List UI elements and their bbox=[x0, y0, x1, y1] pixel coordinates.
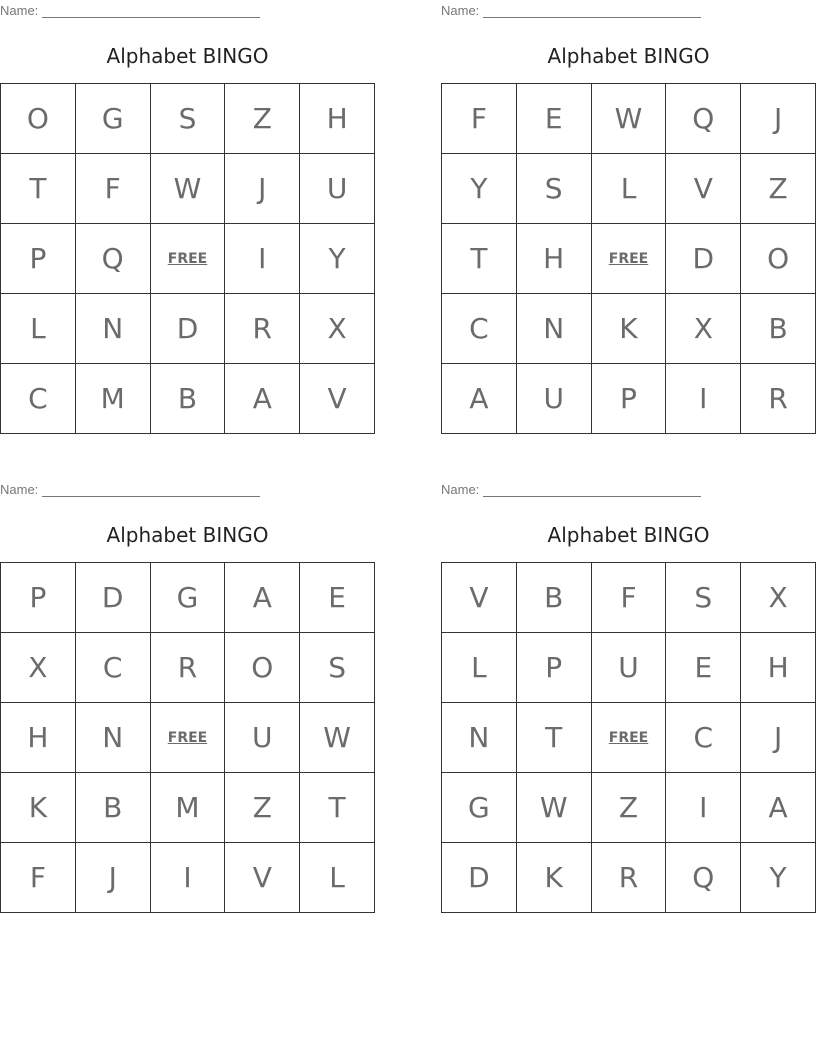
bingo-cell: A bbox=[741, 773, 816, 843]
bingo-cell: E bbox=[666, 633, 741, 703]
bingo-cell: B bbox=[76, 773, 151, 843]
bingo-cell: Q bbox=[76, 224, 151, 294]
name-blank-line bbox=[483, 484, 701, 497]
bingo-cell: V bbox=[225, 843, 300, 913]
bingo-cell: S bbox=[300, 633, 375, 703]
bingo-cell: D bbox=[76, 563, 151, 633]
name-blank-line bbox=[42, 484, 260, 497]
bingo-cell: F bbox=[76, 154, 151, 224]
bingo-cell: O bbox=[225, 633, 300, 703]
bingo-cell: F bbox=[442, 84, 517, 154]
bingo-cell: V bbox=[666, 154, 741, 224]
bingo-cell: U bbox=[592, 633, 667, 703]
bingo-cell: K bbox=[592, 294, 667, 364]
bingo-cell: B bbox=[741, 294, 816, 364]
bingo-cell: P bbox=[592, 364, 667, 434]
bingo-cell: H bbox=[517, 224, 592, 294]
bingo-cell: I bbox=[225, 224, 300, 294]
name-blank-line bbox=[483, 5, 701, 18]
bingo-cell: F bbox=[1, 843, 76, 913]
bingo-cell: M bbox=[151, 773, 226, 843]
bingo-cell: X bbox=[666, 294, 741, 364]
bingo-cell: H bbox=[741, 633, 816, 703]
name-label: Name: bbox=[0, 3, 39, 18]
bingo-cell: Q bbox=[666, 84, 741, 154]
bingo-grid bbox=[0, 83, 375, 434]
bingo-cell: R bbox=[151, 633, 226, 703]
bingo-cell: T bbox=[300, 773, 375, 843]
card-title: Alphabet BINGO bbox=[106, 523, 269, 547]
bingo-cell: E bbox=[517, 84, 592, 154]
bingo-cell: C bbox=[442, 294, 517, 364]
bingo-cell: V bbox=[300, 364, 375, 434]
bingo-cell: S bbox=[517, 154, 592, 224]
bingo-grid bbox=[0, 562, 375, 913]
bingo-cell: E bbox=[300, 563, 375, 633]
bingo-cell: Z bbox=[741, 154, 816, 224]
bingo-cell: P bbox=[1, 563, 76, 633]
bingo-cell: F bbox=[592, 563, 667, 633]
bingo-grid bbox=[441, 562, 816, 913]
bingo-cell: C bbox=[76, 633, 151, 703]
name-blank-line bbox=[42, 5, 260, 18]
bingo-cell: A bbox=[225, 364, 300, 434]
bingo-cell: J bbox=[741, 84, 816, 154]
bingo-cell: D bbox=[666, 224, 741, 294]
free-space-cell: FREE bbox=[592, 224, 667, 294]
bingo-cell: C bbox=[666, 703, 741, 773]
bingo-cell: W bbox=[517, 773, 592, 843]
bingo-cell: T bbox=[1, 154, 76, 224]
bingo-cell: U bbox=[517, 364, 592, 434]
bingo-cell: X bbox=[300, 294, 375, 364]
bingo-cell: W bbox=[592, 84, 667, 154]
bingo-cell: B bbox=[517, 563, 592, 633]
free-space-cell: FREE bbox=[151, 703, 226, 773]
name-line bbox=[0, 482, 260, 498]
name-line bbox=[441, 482, 701, 498]
bingo-grid bbox=[441, 83, 816, 434]
name-label: Name: bbox=[441, 3, 480, 18]
bingo-cell: O bbox=[741, 224, 816, 294]
bingo-cell: D bbox=[442, 843, 517, 913]
bingo-cell: Y bbox=[741, 843, 816, 913]
bingo-cell: G bbox=[442, 773, 517, 843]
bingo-cell: K bbox=[1, 773, 76, 843]
bingo-cell: J bbox=[741, 703, 816, 773]
bingo-cell: N bbox=[76, 703, 151, 773]
card-title: Alphabet BINGO bbox=[547, 44, 710, 68]
card-title: Alphabet BINGO bbox=[547, 523, 710, 547]
name-line bbox=[441, 3, 701, 19]
bingo-cell: I bbox=[666, 364, 741, 434]
bingo-cell: L bbox=[592, 154, 667, 224]
name-line bbox=[0, 3, 260, 19]
name-label: Name: bbox=[441, 482, 480, 497]
bingo-cell: R bbox=[741, 364, 816, 434]
bingo-cell: R bbox=[592, 843, 667, 913]
bingo-cell: Z bbox=[225, 84, 300, 154]
bingo-cell: T bbox=[442, 224, 517, 294]
bingo-cell: W bbox=[151, 154, 226, 224]
bingo-cell: H bbox=[1, 703, 76, 773]
bingo-cell: I bbox=[151, 843, 226, 913]
bingo-cell: A bbox=[225, 563, 300, 633]
bingo-cell: L bbox=[300, 843, 375, 913]
bingo-cell: J bbox=[225, 154, 300, 224]
free-space-cell: FREE bbox=[151, 224, 226, 294]
bingo-cell: N bbox=[76, 294, 151, 364]
bingo-cell: J bbox=[76, 843, 151, 913]
bingo-cell: G bbox=[151, 563, 226, 633]
bingo-cell: L bbox=[442, 633, 517, 703]
bingo-cell: U bbox=[225, 703, 300, 773]
bingo-cell: N bbox=[442, 703, 517, 773]
bingo-cell: M bbox=[76, 364, 151, 434]
bingo-cell: U bbox=[300, 154, 375, 224]
bingo-cell: S bbox=[151, 84, 226, 154]
bingo-cell: P bbox=[1, 224, 76, 294]
bingo-cell: D bbox=[151, 294, 226, 364]
bingo-cell: V bbox=[442, 563, 517, 633]
bingo-cell: G bbox=[76, 84, 151, 154]
bingo-cell: A bbox=[442, 364, 517, 434]
bingo-cell: S bbox=[666, 563, 741, 633]
bingo-cell: Z bbox=[592, 773, 667, 843]
bingo-cell: W bbox=[300, 703, 375, 773]
bingo-cell: N bbox=[517, 294, 592, 364]
bingo-cell: Y bbox=[300, 224, 375, 294]
bingo-cell: B bbox=[151, 364, 226, 434]
bingo-cell: Z bbox=[225, 773, 300, 843]
bingo-cell: Y bbox=[442, 154, 517, 224]
bingo-cell: H bbox=[300, 84, 375, 154]
name-label: Name: bbox=[0, 482, 39, 497]
card-title: Alphabet BINGO bbox=[106, 44, 269, 68]
bingo-cell: Q bbox=[666, 843, 741, 913]
bingo-cell: T bbox=[517, 703, 592, 773]
bingo-cell: I bbox=[666, 773, 741, 843]
bingo-cell: P bbox=[517, 633, 592, 703]
bingo-cell: X bbox=[741, 563, 816, 633]
bingo-cell: O bbox=[1, 84, 76, 154]
bingo-cell: L bbox=[1, 294, 76, 364]
bingo-cell: K bbox=[517, 843, 592, 913]
bingo-cell: R bbox=[225, 294, 300, 364]
bingo-cell: C bbox=[1, 364, 76, 434]
bingo-cell: X bbox=[1, 633, 76, 703]
free-space-cell: FREE bbox=[592, 703, 667, 773]
